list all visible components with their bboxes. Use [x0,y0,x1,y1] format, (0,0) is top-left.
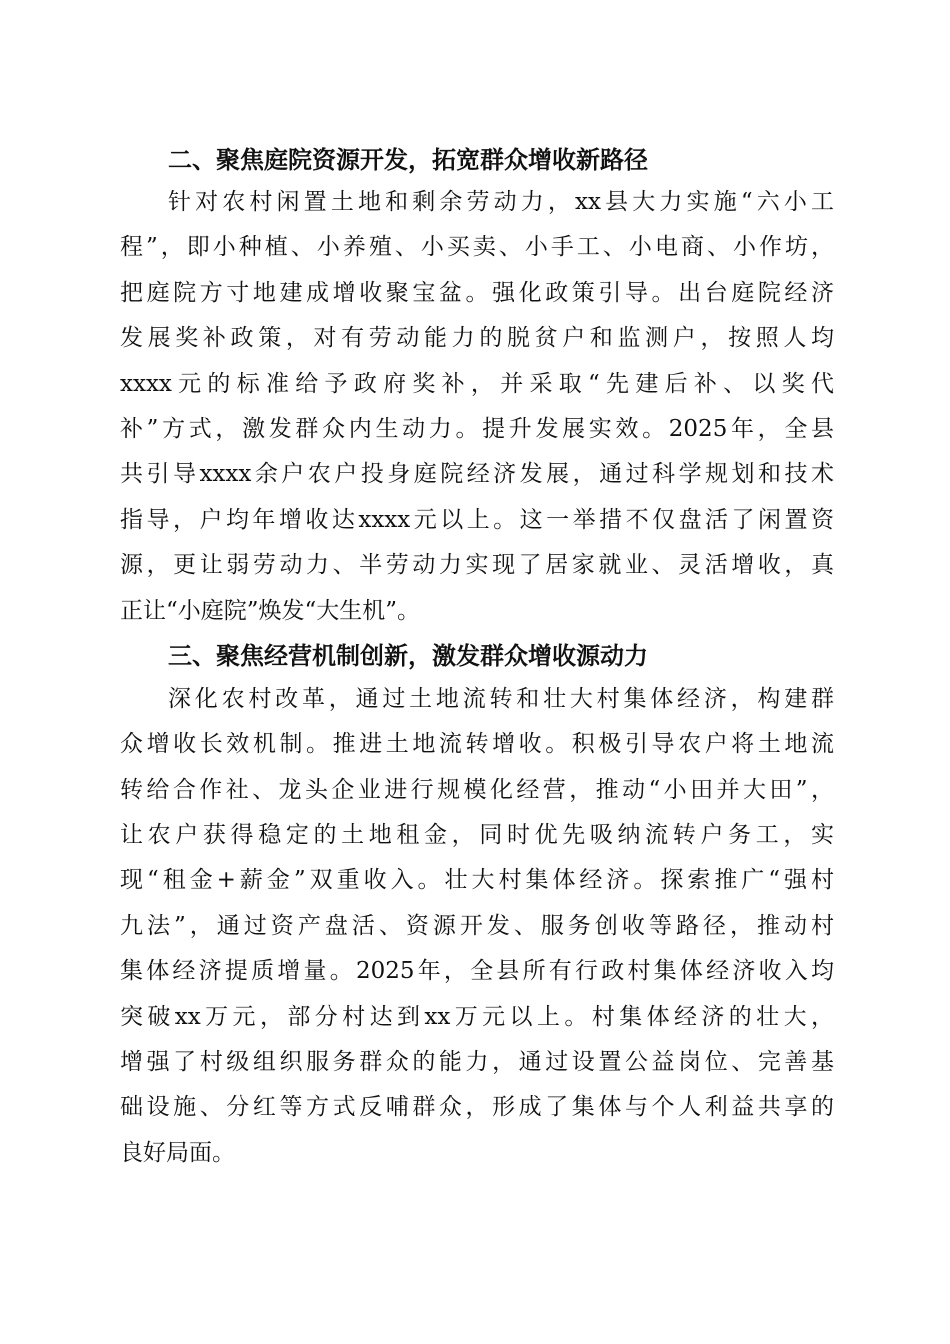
paragraph-line: 程”，即小种植、小养殖、小买卖、小手工、小电商、小作坊， [120,234,834,261]
paragraph-line: 发展奖补政策，对有劳动能力的脱贫户和监测户，按照人均 [120,325,834,352]
paragraph-line: 针对农村闲置土地和剩余劳动力，xx县大力实施“六小工 [168,189,834,215]
paragraph-line: 增强了村级组织服务群众的能力，通过设置公益岗位、完善基 [120,1049,834,1076]
section-paragraph-3 [120,677,834,1176]
paragraph-line: 指导，户均年增收达xxxx元以上。这一举措不仅盘活了闲置资 [120,506,834,533]
paragraph-line: 让农户获得稳定的土地租金，同时优先吸纳流转户务工，实 [120,822,834,849]
section-paragraph-2 [120,180,834,634]
paragraph-line: 现“租金+薪金”双重收入。壮大村集体经济。探索推广“强村 [120,867,834,894]
paragraph-line: 源，更让弱劳动力、半劳动力实现了居家就业、灵活增收，真 [120,552,834,579]
paragraph-line: 集体经济提质增量。2025年，全县所有行政村集体经济收入均 [120,958,834,985]
paragraph-line: 良好局面。 [120,1139,235,1166]
paragraph-line: 共引导xxxx余户农户投身庭院经济发展，通过科学规划和技术 [120,461,834,488]
paragraph-line: 九法”，通过资产盘活、资源开发、服务创收等路径，推动村 [120,912,834,939]
section-heading-3: 三、聚焦经营机制创新，激发群众增收源动力 [168,641,648,670]
paragraph-line: 深化农村改革，通过土地流转和壮大村集体经济，构建群 [168,685,834,712]
paragraph-line: 础设施、分红等方式反哺群众，形成了集体与个人利益共享的 [120,1094,834,1121]
section-heading-2: 二、聚焦庭院资源开发，拓宽群众增收新路径 [168,146,648,174]
paragraph-line: 突破xx万元，部分村达到xx万元以上。村集体经济的壮大， [120,1003,834,1030]
paragraph-line: 把庭院方寸地建成增收聚宝盆。强化政策引导。出台庭院经济 [120,279,834,306]
paragraph-line: 转给合作社、龙头企业进行规模化经营，推动“小田并大田”， [120,776,834,803]
paragraph-line: 补”方式，激发群众内生动力。提升发展实效。2025年，全县 [120,415,834,442]
paragraph-line: 众增收长效机制。推进土地流转增收。积极引导农户将土地流 [120,731,834,758]
paragraph-line: 正让“小庭院”焕发“大生机”。 [120,597,421,624]
paragraph-line: xxxx元的标准给予政府奖补，并采取“先建后补、以奖代 [120,370,834,397]
document-page [120,137,834,1176]
